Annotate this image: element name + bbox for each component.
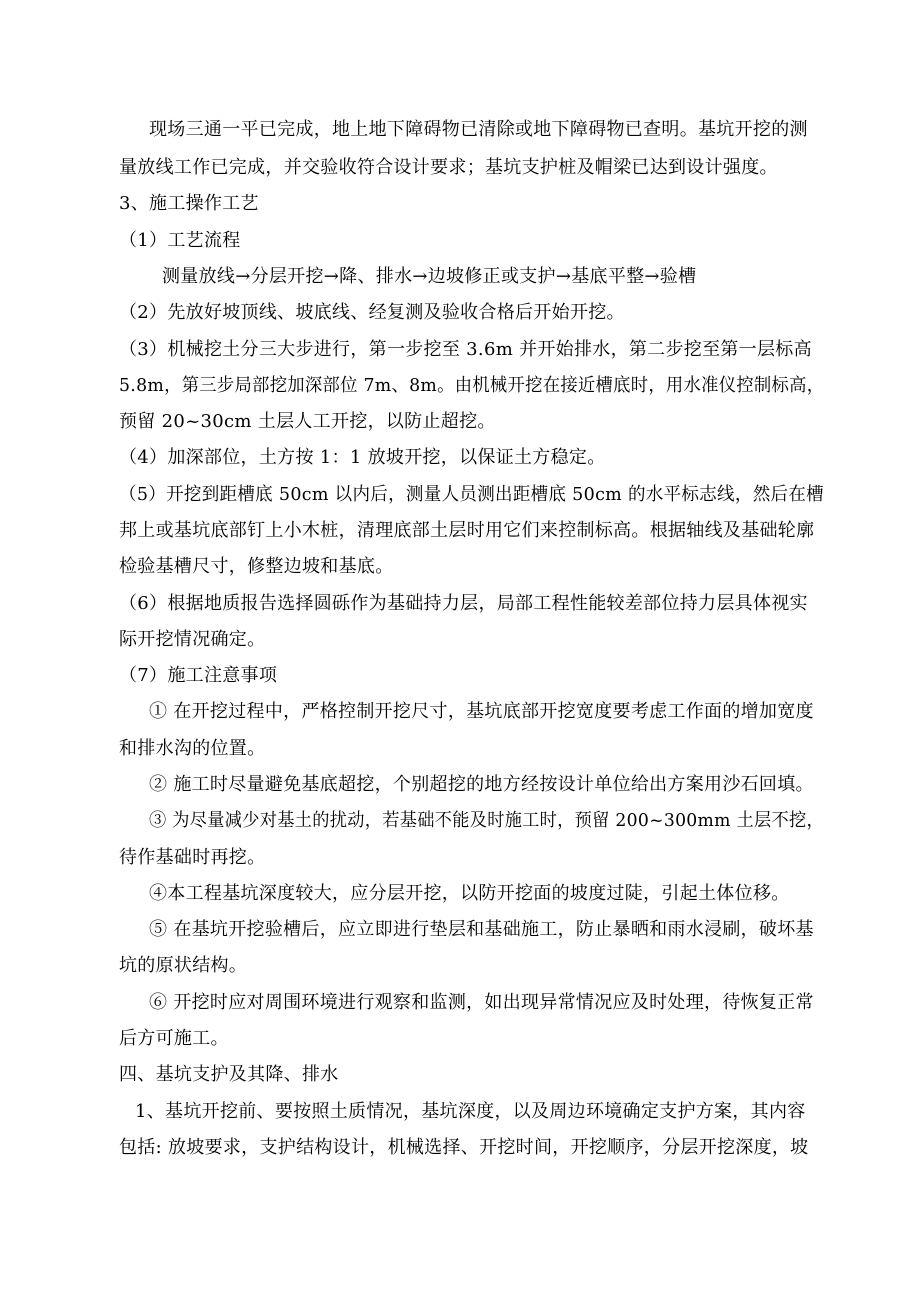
text-line: （5）开挖到距槽底 50cm 以内后，测量人员测出距槽底 50cm 的水平标志线，然后在槽 [119, 484, 824, 505]
list-item-continuation: 后方可施工。 [119, 1028, 229, 1049]
text-line: （6）根据地质报告选择圆砾作为基础持力层，局部工程性能较差部位持力层具体视实 [119, 593, 808, 614]
list-item: ⑤ 在基坑开挖验槽后，应立即进行垫层和基础施工，防止暴晒和雨水浸刷，破坏基 [149, 919, 814, 940]
process-flow-line: 测量放线→分层开挖→降、排水→边坡修正或支护→基底平整→验槽 [162, 266, 697, 287]
section-heading: 四、基坑支护及其降、排水 [119, 1064, 339, 1085]
text-line: 预留 20~30cm 土层人工开挖，以防止超挖。 [119, 411, 496, 432]
text-line: 际开挖情况确定。 [119, 629, 266, 650]
list-item: ⑥ 开挖时应对周围环境进行观察和监测，如出现异常情况应及时处理，待恢复正常 [149, 992, 814, 1013]
list-item: ③ 为尽量减少对基土的扰动，若基础不能及时施工时，预留 200~300mm 土层不挖， [149, 810, 825, 831]
list-item: ② 施工时尽量避免基底超挖，个别超挖的地方经按设计单位给出方案用沙石回填。 [149, 774, 814, 795]
list-item: ① 在开挖过程中，严格控制开挖尺寸，基坑底部开挖宽度要考虑工作面的增加宽度 [149, 701, 814, 722]
section-heading: 3、施工操作工艺 [119, 193, 259, 214]
text-line: 检验基槽尺寸，修整边坡和基底。 [119, 556, 394, 577]
text-line: 1、基坑开挖前、要按照土质情况，基坑深度，以及周边环境确定支护方案，其内容 [135, 1101, 806, 1122]
text-line: （3）机械挖土分三大步进行，第一步挖至 3.6m 并开始排水，第二步挖至第一层标高 [119, 339, 812, 360]
list-item-continuation: 坑的原状结构。 [119, 955, 248, 976]
text-line: 现场三通一平已完成，地上地下障碍物已清除或地下障碍物已查明。基坑开挖的测 [149, 119, 808, 140]
subsection-heading: （1）工艺流程 [119, 230, 241, 251]
list-item-continuation: 待作基础时再挖。 [119, 847, 266, 868]
text-line: 5.8m，第三步局部挖加深部位 7m、8m。由机械开挖在接近槽底时，用水准仪控制标高， [119, 375, 825, 396]
text-line: （4）加深部位，土方按 1：1 放坡开挖，以保证土方稳定。 [119, 447, 606, 468]
text-line: 量放线工作已完成，并交验收符合设计要求；基坑支护桩及帽梁已达到设计强度。 [119, 157, 778, 178]
text-line: 邦上或基坑底部钉上小木桩，清理底部土层时用它们来控制标高。根据轴线及基础轮廓 [119, 520, 815, 541]
list-item-continuation: 和排水沟的位置。 [119, 738, 266, 759]
text-line: 包括: 放坡要求，支护结构设计，机械选择、开挖时间，开挖顺序，分层开挖深度，坡 [119, 1137, 809, 1158]
text-line: （2）先放好坡顶线、坡底线、经复测及验收合格后开始开挖。 [119, 302, 625, 323]
list-item: ④本工程基坑深度较大，应分层开挖，以防开挖面的坡度过陡，引起土体位移。 [149, 883, 790, 904]
subsection-heading: （7）施工注意事项 [119, 665, 278, 686]
